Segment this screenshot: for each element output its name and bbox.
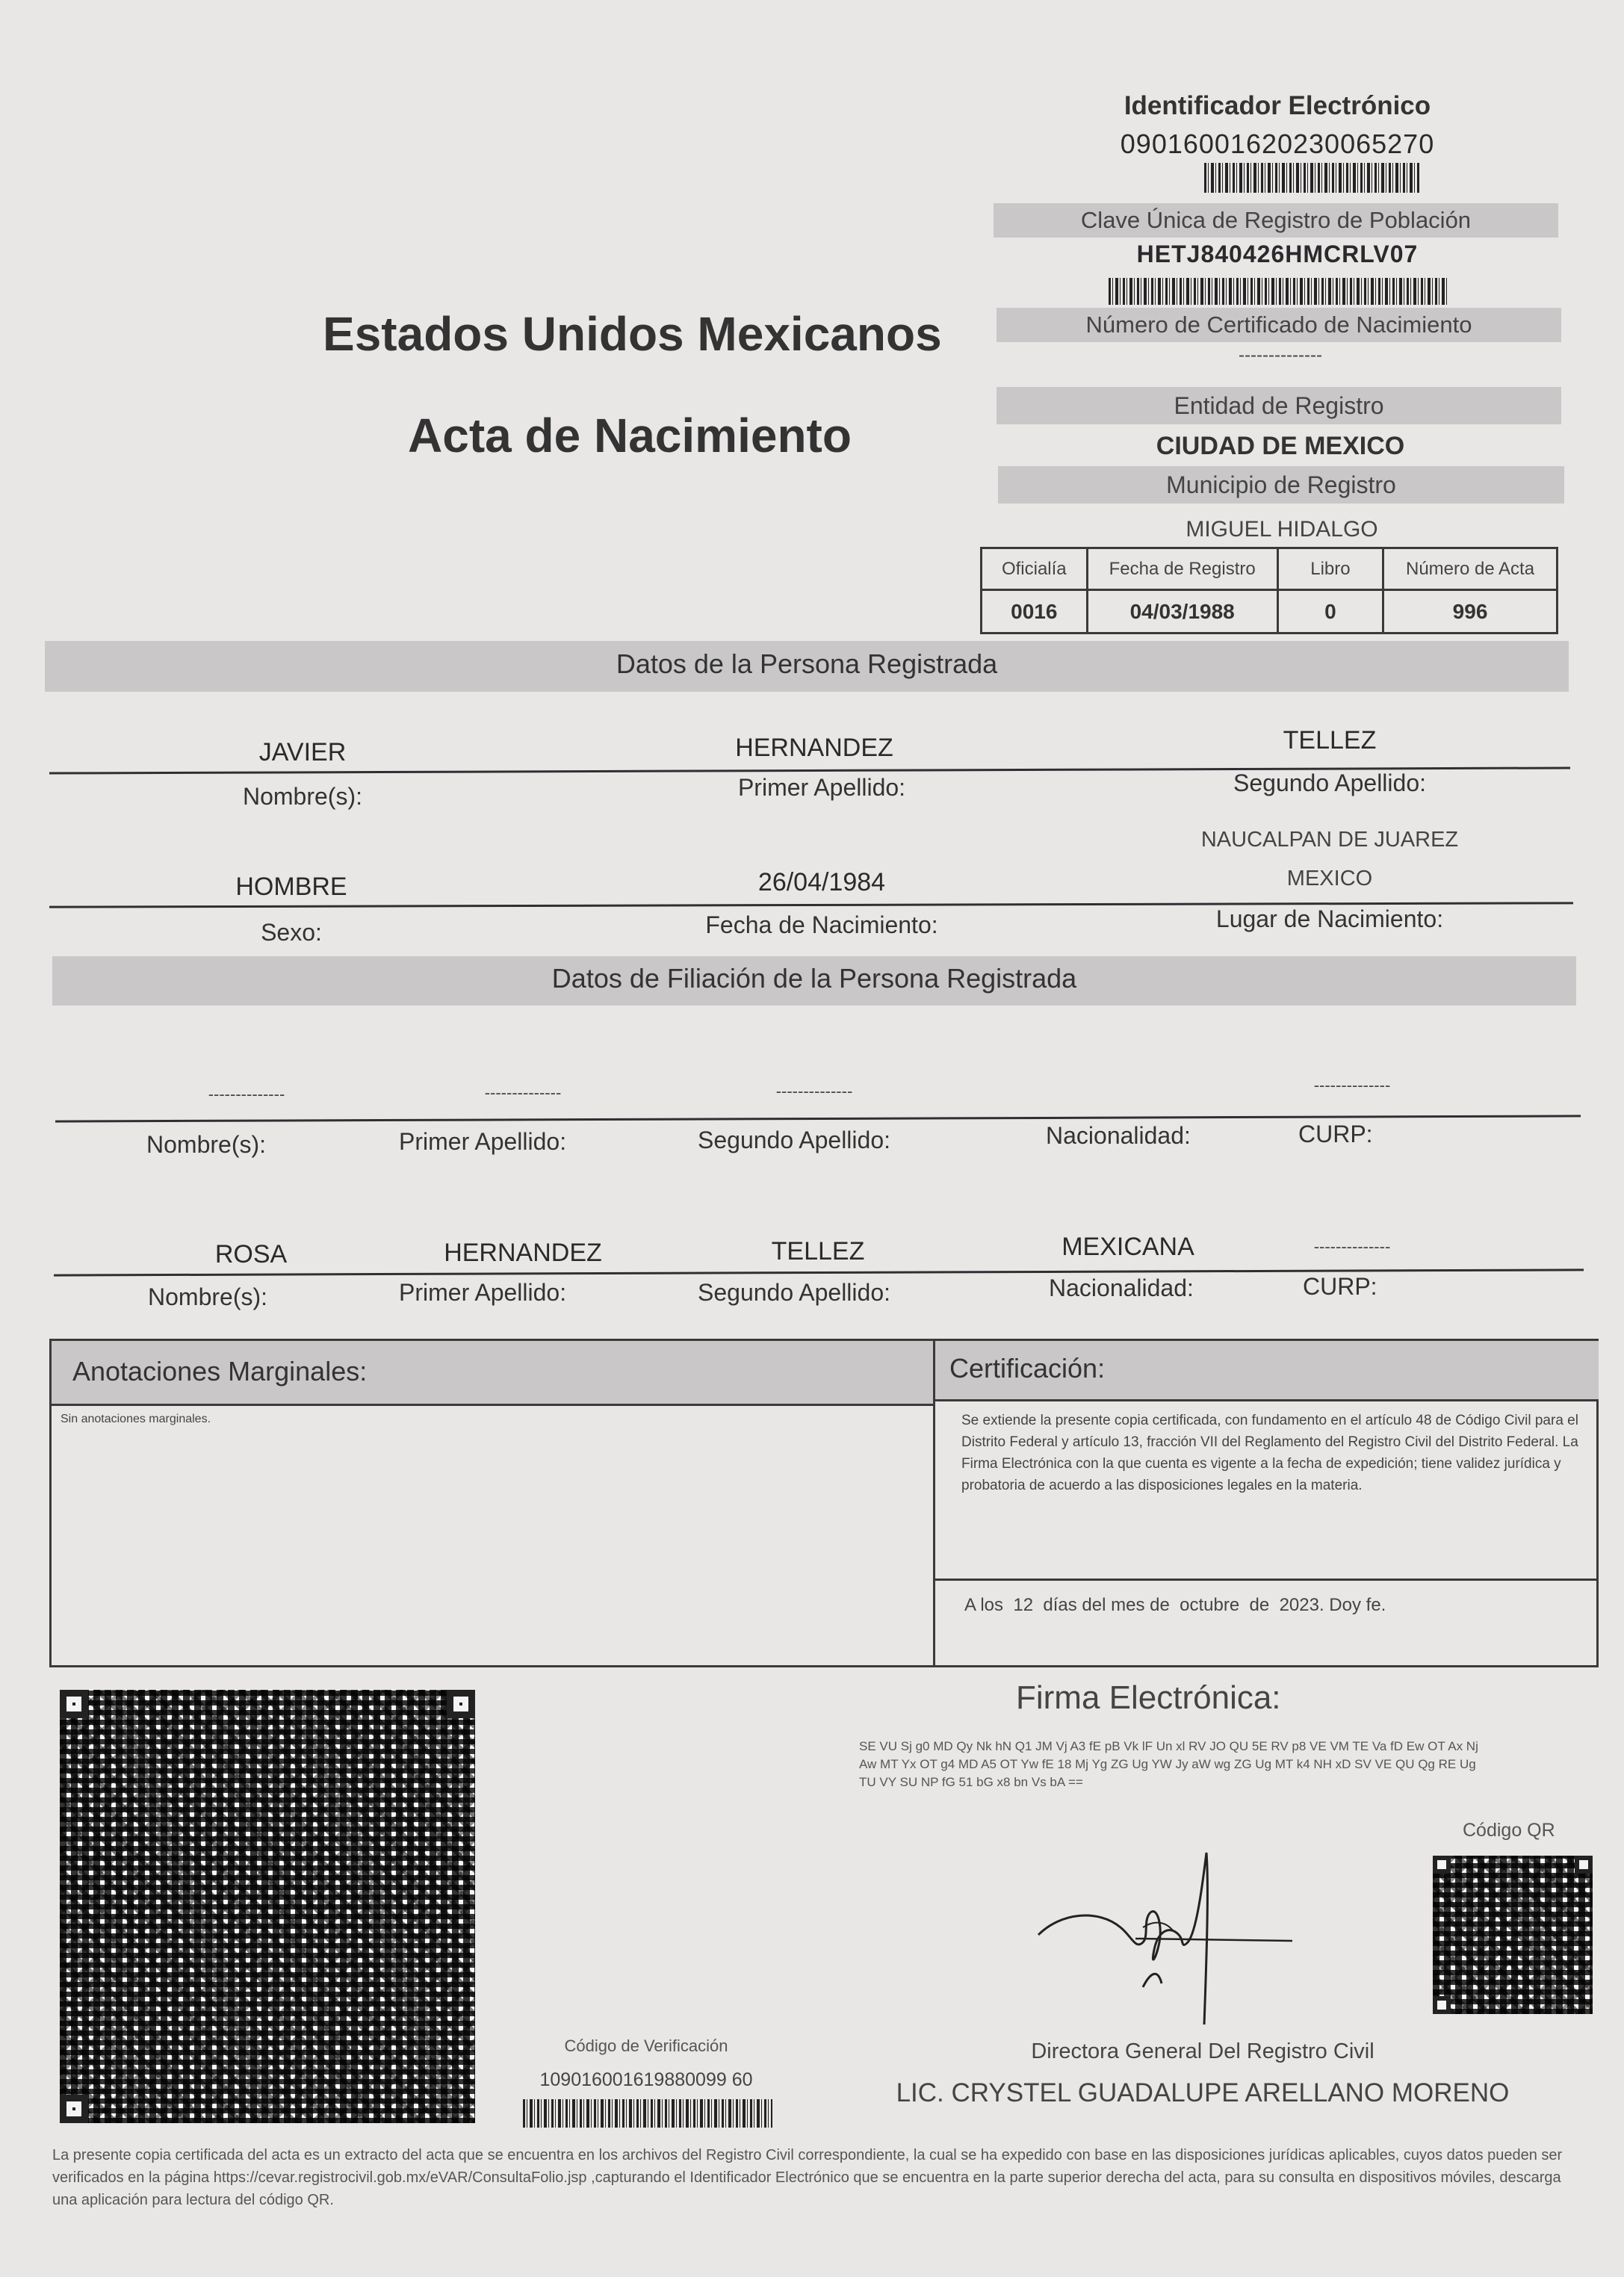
filiacion-section-header: Datos de Filiación de la Persona Registrada	[52, 956, 1576, 1006]
certificacion-date-rule	[935, 1579, 1599, 1581]
header-numero-acta: Número de Acta	[1383, 548, 1558, 590]
madre-nombre: ROSA	[214, 1240, 288, 1268]
persona-segundo-apellido-label: Segundo Apellido:	[1233, 769, 1426, 796]
certificado-value: --------------	[1239, 345, 1322, 365]
large-qr-code	[60, 1690, 475, 2123]
madre-curp-label: CURP:	[1303, 1273, 1377, 1300]
certificacion-text: Se extiende la presente copia certificada, con fundamento en el artículo 48 de Código Civil para el Distrito Federal y artículo 13, fracción VII del Reglamento del Registro Civil del Distrito Federal. La Firma Electrónica con la que cuenta es vigente a la fecha de expedición; tiene validez jurídica y probatoria de acuerdo a las disposiciones legales en la materia.	[961, 1413, 1578, 1493]
padre-curp-label: CURP:	[1298, 1121, 1373, 1147]
persona-lugar-line2: MEXICO	[1286, 867, 1373, 890]
certificado-label: Número de Certificado de Nacimiento	[997, 308, 1561, 342]
anotaciones-title: Anotaciones Marginales:	[72, 1356, 368, 1387]
footer-text: La presente copia certificada del acta es un extracto del acta que se encuentra en los archivos del Registro Civil correspondiente, la cual se ha expedido con base en las disposiciones jurídicas aplicables, cuyos datos pueden ser verificados en la página https://cevar.registrocivil.gob.mx/eVAR/ConsultaFolio.jsp ,capturando el Identificador Electrónico que se encuentra en la parte superior derecha del acta, para su consulta en dispositivos móviles, descarga una aplicación para lectura del código QR.	[52, 2147, 1563, 2208]
persona-segundo-apellido: TELLEZ	[1283, 726, 1377, 755]
verificacion-barcode	[523, 2099, 772, 2128]
qr-label: Código QR	[1463, 1820, 1555, 1841]
persona-nombre: JAVIER	[258, 738, 347, 766]
anotaciones-text: Sin anotaciones marginales.	[61, 1413, 211, 1425]
anotaciones-header-rule	[52, 1404, 933, 1406]
madre-nacionalidad: MEXICANA	[1062, 1233, 1194, 1261]
identificador-label: Identificador Electrónico	[1124, 91, 1431, 120]
persona-lugar-label: Lugar de Nacimiento:	[1215, 905, 1444, 932]
madre-segundo-apellido: TELLEZ	[771, 1237, 865, 1265]
persona-nombre-label: Nombre(s):	[242, 783, 362, 810]
identificador-barcode	[1204, 163, 1421, 193]
value-libro: 0	[1277, 590, 1383, 633]
persona-primer-apellido: HERNANDEZ	[735, 734, 893, 762]
small-qr-code	[1433, 1856, 1593, 2014]
persona-lugar-line1: NAUCALPAN DE JUAREZ	[1200, 828, 1459, 852]
curp-barcode	[1109, 278, 1449, 305]
identificador-value: 09016001620230065270	[1120, 128, 1435, 159]
value-numero-acta: 996	[1383, 590, 1558, 633]
verificacion-value: 109016001619880099 60	[539, 2069, 753, 2090]
firma-title: Firma Electrónica:	[1016, 1679, 1281, 1716]
country-title: Estados Unidos Mexicanos	[323, 307, 942, 361]
padre-segundo-apellido-label: Segundo Apellido:	[698, 1127, 890, 1153]
municipio-label: Municipio de Registro	[998, 466, 1564, 504]
firma-cargo: Directora General Del Registro Civil	[1031, 2039, 1374, 2063]
persona-section-header: Datos de la Persona Registrada	[45, 641, 1569, 692]
entidad-value: CIUDAD DE MEXICO	[1156, 432, 1405, 460]
curp-value: HETJ840426HMCRLV07	[1136, 241, 1419, 267]
verificacion-label: Código de Verificación	[564, 2036, 728, 2055]
header-oficialia: Oficialía	[982, 548, 1088, 590]
padre-primer-apellido: --------------	[484, 1083, 562, 1102]
signature-image	[1031, 1838, 1300, 2032]
document-title: Acta de Nacimiento	[408, 409, 852, 462]
padre-nombre: --------------	[208, 1085, 285, 1103]
header-libro: Libro	[1277, 548, 1383, 590]
padre-nombre-label: Nombre(s):	[146, 1131, 267, 1158]
padre-primer-apellido-label: Primer Apellido:	[399, 1128, 567, 1155]
municipio-value: MIGUEL HIDALGO	[1186, 517, 1378, 542]
value-oficialia: 0016	[982, 590, 1088, 633]
madre-nombre-label: Nombre(s):	[148, 1283, 268, 1310]
anotaciones-certificacion-box	[49, 1339, 1599, 1667]
padre-nacionalidad-label: Nacionalidad:	[1046, 1122, 1191, 1149]
madre-nacionalidad-label: Nacionalidad:	[1049, 1274, 1194, 1301]
value-fecha-registro: 04/03/1988	[1087, 590, 1277, 633]
entidad-label: Entidad de Registro	[997, 387, 1561, 424]
certificacion-title: Certificación:	[949, 1353, 1106, 1384]
certificacion-fecha: A los 12 días del mes de octubre de 2023. Doy fe.	[964, 1595, 1386, 1615]
registro-table	[980, 547, 1558, 634]
certificacion-header-rule	[935, 1399, 1599, 1401]
persona-sexo: HOMBRE	[235, 873, 347, 901]
persona-fecha-nacimiento: 26/04/1984	[757, 868, 886, 896]
persona-fecha-label: Fecha de Nacimiento:	[705, 911, 938, 938]
header-fecha-registro: Fecha de Registro	[1087, 548, 1277, 590]
persona-sexo-label: Sexo:	[261, 919, 322, 946]
madre-segundo-apellido-label: Segundo Apellido:	[698, 1279, 890, 1306]
madre-primer-apellido: HERNANDEZ	[444, 1239, 602, 1267]
padre-curp: --------------	[1313, 1076, 1391, 1094]
firma-nombre: LIC. CRYSTEL GUADALUPE ARELLANO MORENO	[896, 2078, 1510, 2107]
padre-segundo-apellido: --------------	[775, 1082, 853, 1100]
madre-curp: --------------	[1313, 1237, 1391, 1256]
firma-hash: SE VU Sj g0 MD Qy Nk hN Q1 JM Vj A3 fE pB Vk lF Un xl RV JO QU 5E RV p8 VE VM TE Va fD Ew OT Ax Nj Aw MT Yx OT g4 MD A5 OT Yw fE 18 Mj Yg ZG Ug YW Jy aW wg ZG Ug MT k4 NH xD SV VE QU Qg RE Ug TU VY SU NP fG 51 bG x8 bn Vs bA ==	[859, 1739, 1478, 1789]
persona-primer-apellido-label: Primer Apellido:	[737, 774, 906, 801]
curp-label: Clave Única de Registro de Población	[994, 203, 1558, 238]
madre-primer-apellido-label: Primer Apellido:	[399, 1279, 567, 1306]
box-divider	[933, 1341, 935, 1665]
